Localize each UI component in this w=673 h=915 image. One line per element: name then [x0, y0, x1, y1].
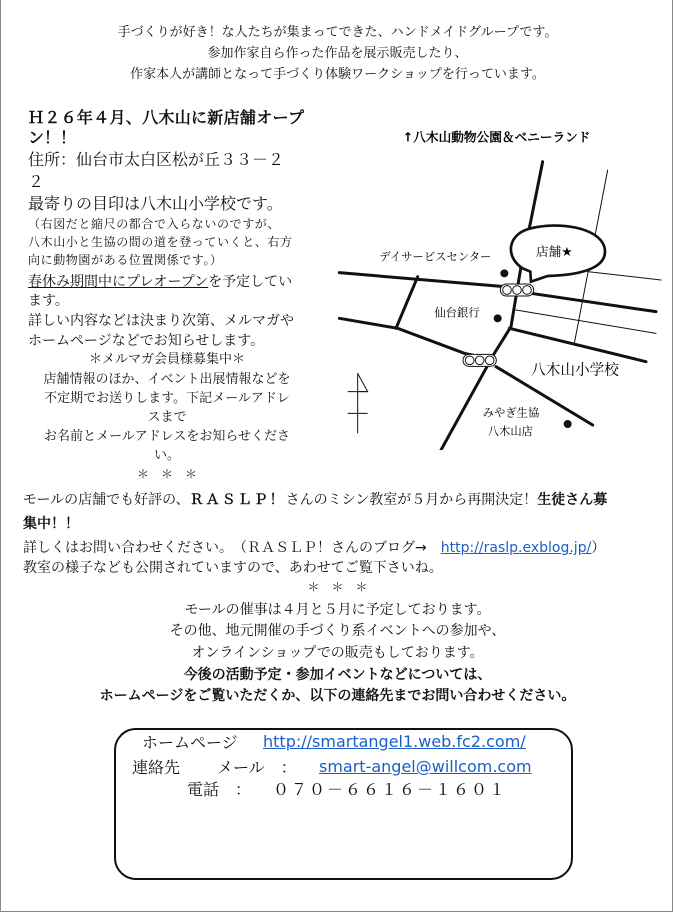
news-text: モールの店舗でも好評の、 — [23, 492, 190, 508]
news-blog-line — [23, 541, 605, 555]
intro-line: 作家本人が講師となって手づくり体験ワークショップを行っています。 — [130, 67, 545, 82]
mailmag-line: スまで — [147, 410, 187, 425]
map-marker-dot — [564, 420, 572, 428]
map-side-road — [516, 310, 656, 333]
map-label-coop-branch: 八木山店 — [487, 424, 533, 438]
events-line: オンラインショップでの販売もしております。 — [191, 645, 484, 661]
homepage-label: ホームページ — [142, 733, 238, 752]
store-headline: Ｈ２６年４月、八木山に新店舗オープ — [28, 108, 305, 127]
map-road — [339, 273, 656, 312]
mailmag-line: 不定期でお送りします。下記メールアドレ — [44, 391, 290, 406]
store-headline-cont: ン！！ — [28, 128, 77, 147]
news-text: 詳しくはお問い合わせください。 （ＲＡＳＬＰ！さんのブログ→ — [23, 540, 441, 556]
intro-line: 参加作家自ら作った作品を展示販売したり、 — [207, 46, 468, 61]
mail-label: メール ： — [217, 758, 297, 777]
north-arrow-icon — [348, 373, 368, 433]
map-label-bank: 仙台銀行 — [434, 305, 480, 320]
mailmag-line: お名前とメールアドレスをお知らせくださ — [44, 429, 290, 444]
area-map — [331, 120, 671, 450]
news-recruit: 生徒さん募 — [537, 492, 608, 508]
map-label-day-service: デイサービスセンター — [379, 249, 492, 264]
map-label-zoo: ↑八木山動物公園＆ベニーランド — [402, 129, 591, 145]
contact-prompt: ホームページをご覧いただくか、以下の連絡先までお問い合わせください。 — [99, 688, 576, 704]
map-road — [339, 318, 494, 360]
details-line: 詳しい内容などは決まり次第、メルマガや — [28, 313, 294, 329]
intro-line: 手づくりが好き！な人たちが集まってできた、ハンドメイドグループです。 — [117, 25, 558, 40]
details-line: ホームページなどでお知らせします。 — [28, 333, 265, 349]
phone-number: ０７０－６６１６－１６０１ — [273, 780, 508, 799]
section-divider-stars: ＊ ＊ ＊ — [307, 580, 368, 594]
news-line: 教室の様子なども公開されていますので、あわせてご覧下さいね。 — [23, 560, 443, 576]
map-road — [509, 328, 646, 361]
map-side-road — [588, 272, 661, 280]
traffic-signal-icon — [463, 354, 496, 366]
store-note: 八木山小と生協の間の道を登っていくと、右方 — [28, 235, 293, 249]
mailmag-line: 店舗情報のほか、イベント出展情報などを — [43, 372, 291, 387]
preopen-underlined: 春休み期間中にプレオープン — [28, 274, 209, 290]
news-raslp: ＲＡＳＬＰ！ — [189, 492, 286, 508]
blog-link[interactable]: http://raslp.exblog.jp/ — [440, 540, 592, 556]
news-recruit-cont: 集中！！ — [23, 516, 79, 532]
preopen-line-cont: ます。 — [28, 293, 69, 309]
store-address: 住所：仙台市太白区松が丘３３－２ — [28, 150, 285, 169]
map-road — [396, 277, 418, 329]
events-line: モールの催事は４月と５月に予定しております。 — [184, 602, 491, 618]
news-line — [23, 493, 607, 507]
map-marker-dot — [500, 269, 508, 277]
map-marker-dot — [494, 314, 502, 322]
traffic-signal-icon — [500, 284, 533, 296]
news-text: ） — [591, 540, 606, 556]
map-label-shop: 店舗★ — [536, 244, 573, 259]
phone-label: 電話 ： — [187, 780, 252, 799]
store-note: 向に動物園がある位置関係です。） — [28, 253, 223, 267]
mailmag-title: ＊メルマガ会員様募集中＊ — [88, 352, 245, 367]
store-address-cont: ２ — [28, 172, 45, 191]
store-landmark: 最寄りの目印は八木山小学校です。 — [28, 194, 283, 213]
news-text: さんのミシン教室が５月から再開決定！ — [285, 492, 538, 508]
map-label-coop: みやぎ生協 — [482, 405, 540, 420]
events-line: その他、地元開催の手づくり系イベントへの参加や、 — [169, 623, 506, 639]
email-link[interactable]: smart-angel@willcom.com — [319, 757, 532, 776]
preopen-line — [28, 275, 292, 289]
store-note: （右図だと縮尺の都合で入らないのですが、 — [28, 217, 281, 231]
map-label-school: 八木山小学校 — [531, 361, 619, 379]
homepage-link[interactable]: http://smartangel1.web.fc2.com/ — [263, 732, 526, 751]
section-divider-stars: ＊ ＊ ＊ — [136, 467, 197, 481]
preopen-rest: を予定してい — [208, 274, 293, 290]
mailmag-line: い。 — [153, 448, 180, 463]
contact-prompt: 今後の活動予定・参加イベントなどについては、 — [183, 667, 492, 683]
contact-label: 連絡先 — [132, 758, 181, 777]
